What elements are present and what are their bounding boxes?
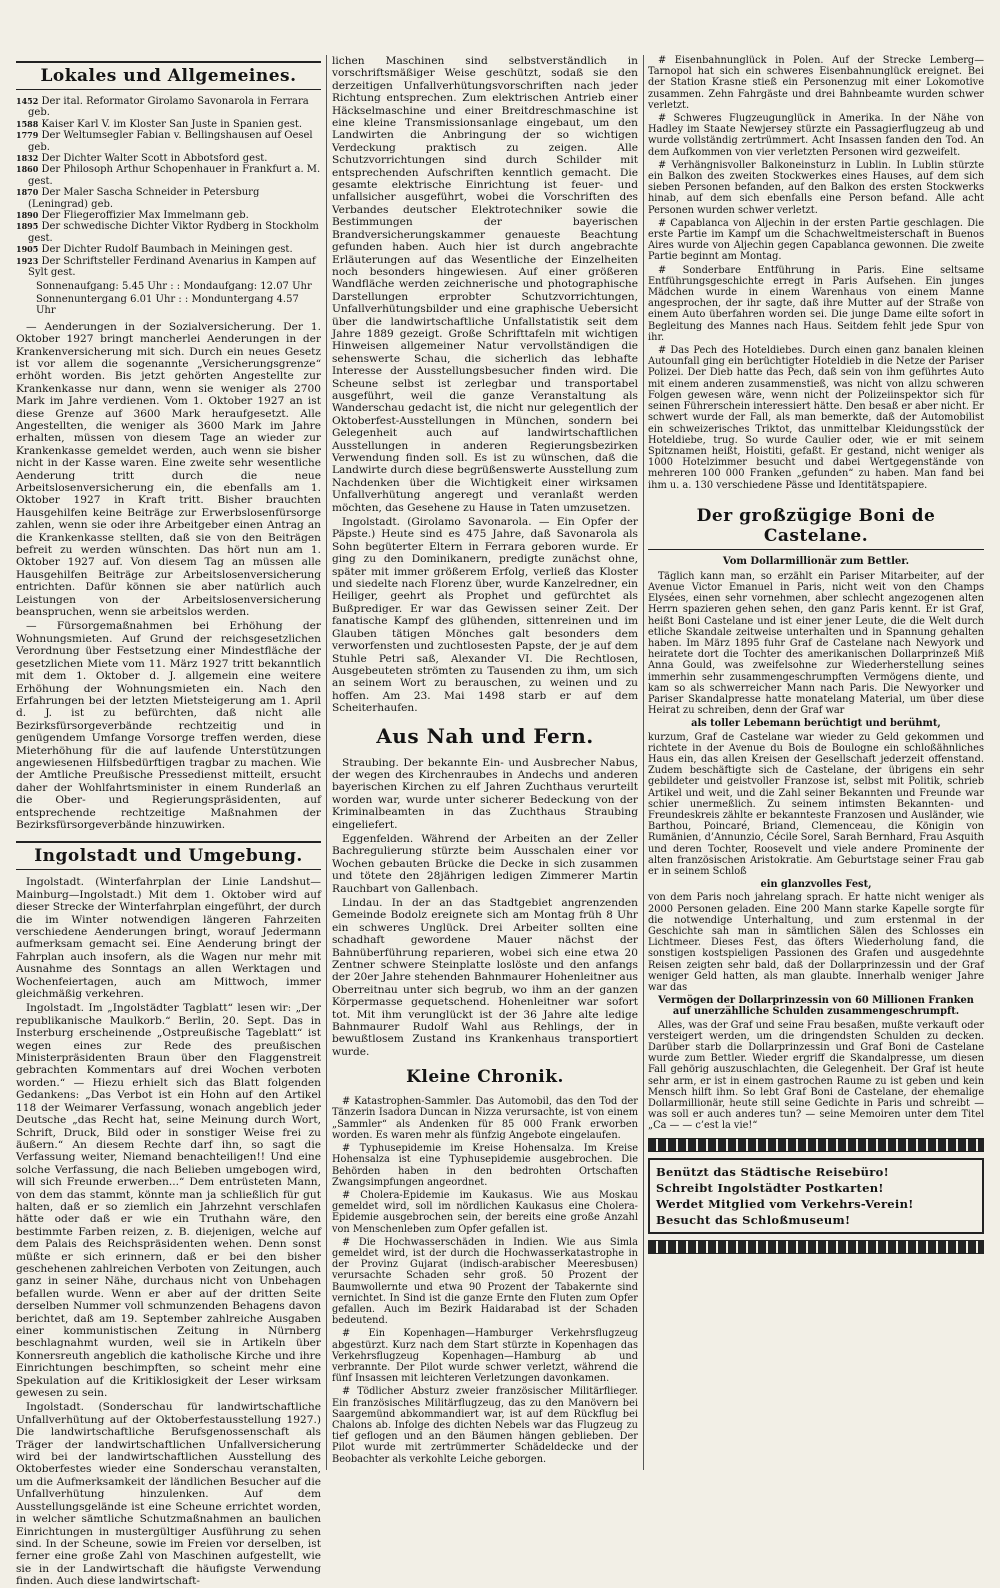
chronicle-item: # Katastrophen-Sammler. Das Automobil, das den Tod der Tänzerin Isadora Duncan in Nizza verursachte, ist von einem „Sammler“ als Andenken für 85 000 Frank erworben worden. Es waren mehr als fünfzig Angebote eingelaufen.: [332, 1096, 638, 1141]
date-entry: 1452 Der ital. Reformator Girolamo Savonarola in Ferrara geb.: [16, 96, 309, 119]
chronicle-item: # Verhängnisvoller Balkoneinsturz in Lublin. In Lublin stürzte ein Balkon des zweiten Stockwerkes eines Hauses, auf dem sich sieben Personen befanden, auf den Balkon des ersten Stockwerks hinab, auf dem sich ebenfalls eine Person befand. Alle acht Personen wurden schwer verletzt.: [648, 159, 984, 216]
article-paragraph: Eggenfelden. Während der Arbeiten an der Zeller Bachregulierung stürzte beim Ausschalen einer vor Wochen gebauten Brücke die Decke in sich zusammen und tötete den 28jährigen ledigen Zimmerer Martin Rauchbart von Gallenbach.: [332, 832, 638, 895]
ornament-border: [648, 1240, 984, 1254]
date-entry: 1832 Der Dichter Walter Scott in Abbotsford gest.: [16, 153, 268, 165]
promo-line: Benützt das Städtische Reisebüro!: [656, 1164, 889, 1179]
article-subheading: als toller Lebemann berüchtigt und berühmt,: [691, 718, 941, 730]
chronicle-item: # Schweres Flugzeugunglück in Amerika. In der Nähe von Hadley im Staate Newjersey stürzte ein Passagierflugzeug ab und wurde vollständig zertrümmert. Acht Insassen fanden den Tod. An dem Aufkommen von vier verletzten Personen wird gezweifelt.: [648, 113, 984, 158]
article-paragraph: Ingolstadt. (Sonderschau für landwirtschaftliche Unfallverhütung auf der Oktoberfestausstellung 1927.) Die landwirtschaftliche Berufsgenossenschaft als Träger der landwirtschaftlichen Unfallversicherung wird bei der landwirtschaftlichen Ausstellung des Oktoberfestes wieder eine Sonderschau veranstalten, um die Aufmerksamkeit der ländlichen Besucher auf die Unfallverhütung hinzulenken. Auf dem Ausstellungsgelände ist eine Scheune errichtet worden, in welcher sämtliche Schutzmaßnahmen an baulichen Einrichtungen in mustergültiger Ausführung zu sehen sind. In der Scheune, sowie im Freien vor derselben, ist ferner eine große Zahl von Maschinen aufgestellt, wie sie in der Landwirtschaft die häufigste Verwendung finden. Auch diese landwirtschaft-: [16, 1401, 321, 1588]
promo-box: [648, 1158, 984, 1234]
article-subtitle: Vom Dollarmillionär zum Bettler.: [722, 555, 910, 567]
date-entry: 1895 Der schwedische Dichter Viktor Rydberg in Stockholm gest.: [16, 221, 319, 244]
date-entry: 1779 Der Weltumsegler Fabian v. Bellingshausen auf Oesel geb.: [16, 130, 313, 153]
sun-times: Sonnenaufgang: 5.45 Uhr : : Mondaufgang: 12.07 Uhr: [36, 280, 312, 292]
chronicle-item: # Tödlicher Absturz zweier französischer Militärflieger. Ein französisches Militärflugzeug, das zu den Manövern bei Saargemünd abkommandiert war, ist auf dem Rückflug bei Chalons ab. Infolge des dichten Nebels war das Flugzeug zu tief geflogen und an den Bäumen hängen geblieben. Der Pilot wurde mit zertrümmerter Schädeldecke und der Beobachter als verkohlte Leiche geborgen.: [332, 1386, 638, 1465]
chronicle-item: # Ein Kopenhagen—Hamburger Verkehrsflugzeug abgestürzt. Kurz nach dem Start stürzte in Kopenhagen das Verkehrsflugzeug Kopenhagen—Hamburg ab und verbrannte. Der Pilot wurde schwer verletzt, während die fünf Insassen mit leichteren Verletzungen davonkamen.: [332, 1328, 638, 1385]
promo-line: Werdet Mitglied vom Verkehrs-Verein!: [656, 1196, 914, 1211]
article-paragraph: lichen Maschinen sind selbstverständlich in vorschriftsmäßiger Weise geschützt, sodaß sie den derzeitigen Unfallverhütungsvorschriften nach jeder Richtung entsprechen. Zum elektrischen Antrieb einer Häckselmaschine und einer Breitdreschmaschine ist eine kleine Transmissionsanlage eingebaut, um den Landwirten die Anbringung der so wichtigen Verdeckung praktisch zu zeigen. Alle Schutzvorrichtungen sind durch Schilder mit entsprechenden Aufschriften kenntlich gemacht. Die gesamte elektrische Einrichtung ist feuer- und unfallsicher ausgeführt, wobei die Vorschriften des Verbandes deutscher Elektrotechniker sowie die Bestimmungen der bayerischen Brandversicherungskammer genaueste Beachtung gefunden haben. Auch hier ist durch angebrachte Erläuterungen auf das Wesentliche der Einzelheiten noch besonders hingewiesen. Auf einer größeren Wandfläche werden zeichnerische und photographische Darstellungen erprobter Schutzvorrichtungen, Unfallverhütungsbilder und eine graphische Uebersicht über die landwirtschaftliche Unfallstatistik seit dem Jahre 1889 gezeigt. Große Schrifttafeln mit wichtigen Hinweisen allgemeiner Natur vervollständigen die sehenswerte Schau, die sicherlich das lebhafte Interesse der Ausstellungsbesucher finden wird. Die Scheune selbst ist zerlegbar und transportabel ausgeführt, weil die ganze Veranstaltung als Wanderschau gedacht ist, die nicht nur gelegentlich der Oktoberfest-Ausstellungen in München, sondern bei Gelegenheit auch auf landwirtschaftlichen Ausstellungen in anderen Regierungsbezirken Verwendung finden soll. Es ist zu wünschen, daß die Landwirte durch diese begrüßenswerte Ausstellung zum Nachdenken über die Wichtigkeit einer wirksamen Unfallverhütung angeregt und veranlaßt werden möchten, das Gesehene zu Hause in Taten umzusetzen.: [332, 55, 638, 514]
article-paragraph: Ingolstadt. (Girolamo Savonarola. — Ein Opfer der Päpste.) Heute sind es 475 Jahre, daß Savonarola als Sohn begüterter Eltern in Ferrara geboren wurde. Er ging zu den Dominikanern, predigte zunächst ohne, später mit immer größerem Erfolg, verließ das Kloster und siedelte nach Florenz über, wurde Kanzelredner, ein Heiliger, geehrt als Prophet und gefürchtet als Bußprediger. Er war das Gewissen seiner Zeit. Der fanatische Kampf des glühenden, sittenreinen und im Glauben tätigen Mönches galt besonders dem verworfensten und zuchtlosesten Papste, der je auf dem Stuhle Petri saß, Alexander VI. Die Rechtlosen, Ausgebeuteten strömten zu Tausenden zu ihm, um sich an seinem Wort zu berauschen, zu weinen und zu hoffen. Am 23. Mai 1498 starb er auf dem Scheiterhaufen.: [332, 516, 638, 715]
sun-times: Sonnenuntergang 6.01 Uhr : : Monduntergang 4.57 Uhr: [36, 293, 299, 317]
section-title-ingolstadt: Ingolstadt und Umgebung.: [16, 841, 321, 870]
chronicle-item: # Eisenbahnunglück in Polen. Auf der Strecke Lemberg—Tarnopol hat sich ein schweres Eisenbahnunglück ereignet. Bei der Station Krasne stieß ein Personenzug mit einer Lokomotive zusammen. Zehn Fahrgäste und drei Bahnbeamte wurden schwer verletzt.: [648, 55, 984, 111]
chronicle-item: # Sonderbare Entführung in Paris. Eine seltsame Entführungsgeschichte erregt in Paris Aufsehen. Ein junges Mädchen wurde in einem Warenhaus von einem Manne angesprochen, der ihr sagte, daß ihre Mutter auf der Straße von einem Auto überfahren worden sei. Die junge Dame eilte sofort in Begleitung des Mannes nach Haus. Seitdem fehlt jede Spur von ihr.: [648, 264, 984, 343]
article-paragraph: Ingolstadt. (Winterfahrplan der Linie Landshut—Mainburg—Ingolstadt.) Mit dem 1. Oktober wird auf dieser Strecke der Winterfahrplan eingeführt, der durch die im Winter notwendigen längeren Fahrzeiten verschiedene Aenderungen bringt, worauf Jedermann aufmerksam gemacht sei. Eine Aenderung bringt der Fahrplan auch insofern, als die Wagen nur mehr mit Ausnahme des Sonntags an allen Werktagen und Wochenfeiertagen, auch am Mittwoch, immer gleichmäßig verkehren.: [16, 876, 321, 1001]
article-paragraph: — Fürsorgemaßnahmen bei Erhöhung der Wohnungsmieten. Auf Grund der reichsgesetzlichen Verordnung über Festsetzung einer Mindestfläche der gesetzlichen Miete vom 11. März 1927 tritt bekanntlich mit dem 1. Oktober d. J. allgemein eine weitere Erhöhung der Wohnungsmieten ein. Nach den Erfahrungen bei der letzten Mietsteigerung am 1. April d. J. ist zu befürchten, daß nicht alle Bezirksfürsorgeverbände rechtzeitig und in genügendem Umfange Vorsorge treffen werden, diese Mieterhöhung für die auf laufende Unterstützungen angewiesenen Hilfsbedürftigen tragbar zu machen. Wie der Amtliche Preußische Pressedienst mitteilt, ersucht daher der Wohlfahrtsminister in einem Runderlaß an die Ober- und Regierungspräsidenten, auf entsprechende rechtzeitige Maßnahmen der Bezirksfürsorgeverbände hinzuwirken.: [16, 620, 321, 831]
chronicle-item: # Cholera-Epidemie im Kaukasus. Wie aus Moskau gemeldet wird, soll im nördlichen Kaukasus eine Cholera-Epidemie ausgebrochen sein, der bereits eine große Anzahl von Menschenleben zum Opfer gefallen ist.: [332, 1189, 638, 1235]
article-paragraph: kurzum, Graf de Castelane war wieder zu Geld gekommen und richtete in der Avenue du Bois de Boulogne ein schloßähnliches Haus ein, das allen Kreisen der Gesellschaft jederzeit offenstand. Zudem beschäftigte sich de Castelane, der übrigens ein sehr gebildeter und geistvoller Franzose ist, selbst mit Politik, schrieb Artikel und weit, und die Zahl seiner Bekannten und Freunde war schier unermeßlich. Zu seinem intimsten Bekannten- und Freundeskreis zählte er bekannteste Franzosen und Ausländer, wie Barthou, Poincaré, Briand, Clemenceau, die Königin von Rumänien, d’Annunzio, Cécile Sorel, Sarah Bernhard, Frau Asquith und deren Tochter, Roosevelt und viele andere Prominente der alten französischen Aristokratie. Am Geburtstage seiner Frau gab er in seinem Schloß: [648, 731, 984, 877]
chronicle-item: # Capablanca von Aljechin in der ersten Partie geschlagen. Die erste Partie im Kampf um die Schachweltmeisterschaft in Buenos Aires wurde von Aljechin gegen Capablanca gewonnen. Die zweite Partie beginnt am Montag.: [648, 217, 984, 263]
section-title-aus-nah-und-fern: Aus Nah und Fern.: [376, 723, 594, 748]
column-1: [16, 55, 321, 1588]
article-paragraph: Ingolstadt. Im „Ingolstädter Tagblatt“ lesen wir: „Der republikanische Maulkorb.“ Berlin, 20. Sept. Das in Insterburg erscheinende „Ostpreußische Tageblatt“ ist wegen eines zur Rede des preußischen Ministerpräsidenten Braun über den Flaggenstreit gebrachten Kommentars auf drei Wochen verboten worden.“ — Hiezu erhielt sich das Blatt folgenden Gedankens: „Das Verbot ist ein Hohn auf den Artikel 118 der Weimarer Verfassung, wonach angeblich jeder Deutsche „das Recht hat, seine Meinung durch Wort, Schrift, Druck, Bild oder in sonstiger Weise frei zu äußern.“ An diesem Rechte darf ihn, so sagt die Verfassung weiter, Niemand benachteiligen!! Und eine solche Verfassung, die nach Belieben umgebogen wird, will sich Freunde erwerben...“ Dem entrüsteten Mann, von dem das stammt, könnte man ja schließlich für gut halten, daß er so ziemlich ein Jahrzehnt verschlafen hätte oder daß er wie ein Truthahn wäre, den bestimmte Farben reizen, z. B. diejenigen, welche auf dem Palais des Reichspräsidenten wehen. Denn sonst müßte er sich erinnern, daß er bei den bisher geschehenen zahlreichen Verboten von Zeitungen, auch ganz in seiner Nähe, durchaus nicht von Unbehagen befallen wurde. Wenn er aber auf der dritten Seite derselben Nummer voll schmunzenden Behagens davon berichtet, daß am 19. September zahlreiche Ausgaben einer kommunistischen Zeitung in Nürnberg beschlagnahmt wurden, weil sie in Artikeln über Konnersreuth angeblich die katholische Kirche und ihre Einrichtungen beschimpften, so scheint mehr eine Spekulation auf die Kritiklosigkeit der Leser wirksam gewesen zu sein.: [16, 1002, 321, 1400]
column-rule: [643, 55, 644, 1470]
section-title-kleine-chronik: Kleine Chronik.: [406, 1067, 564, 1088]
date-entry: 1870 Der Maler Sascha Schneider in Petersburg (Leningrad) geb.: [16, 187, 260, 210]
article-paragraph: Täglich kann man, so erzählt ein Pariser Mitarbeiter, auf der Avenue Victor Emanuel in Paris, nicht weit von den Champs Elysées, einen sehr vornehmen, aber schlecht angezogenen alten Herrn spazieren gehen sehen, den ganz Paris kennt. Er ist Graf, heißt Boni Castelane und ist einer jener Leute, die die Welt durch etliche Skandale zeitweise unterhalten und in Spannung gehalten haben. Im März 1895 fuhr Graf de Castelane nach Newyork und heiratete dort die Tochter des amerikanischen Dollarprinzeß Miß Anna Gould, was zweifelsohne zur Wiederherstellung seines immerhin sehr zusammengeschrumpften Vermögens diente, und kam so als schwerreicher Mann nach Paris. Die Newyorker und Pariser Skandalpresse hatte monatelang Material, um über diese Heirat zu schreiben, denn der Graf war: [648, 570, 984, 717]
article-paragraph: Straubing. Der bekannte Ein- und Ausbrecher Nabus, der wegen des Kirchenraubes in Andechs und anderen bayerischen Kirchen zu elf Jahren Zuchthaus verurteilt worden war, wurde unter sicherer Bedeckung von der Kriminalbeamten in das Zuchthaus Straubing eingeliefert.: [332, 756, 638, 831]
article-subheading: Vermögen der Dollarprinzessin von 60 Millionen Franken auf unerzählliche Schulden zusammengeschrumpft.: [658, 995, 974, 1018]
promo-line: Besucht das Schloßmuseum!: [656, 1212, 851, 1227]
column-rule: [326, 55, 327, 1470]
article-subheading: ein glanzvolles Fest,: [760, 879, 872, 891]
date-entry: 1923 Der Schriftsteller Ferdinand Avenarius in Kampen auf Sylt gest.: [16, 255, 316, 279]
ornament-border: [648, 1138, 984, 1152]
article-paragraph: — Aenderungen in der Sozialversicherung. Der 1. Oktober 1927 bringt mancherlei Aenderungen in der Krankenversicherung mit sich. Durch ein neues Gesetz ist vor allem die sogenannte „Versicherungsgrenze“ erhöht worden. Bis jetzt gehörten Angestellte zur Krankenkasse nur dann, wenn sie weniger als 2700 Mark im Jahre verdienen. Vom 1. Oktober 1927 an ist diese Grenze auf 3600 Mark heraufgesetzt. Alle Angestellten, die weniger als 3600 Mark im Jahre erhalten, müssen von diesem Tage an wieder zur Krankenkasse gemeldet werden, auch wenn sie bisher nicht in der Kasse waren. Eine zweite sehr wesentliche Aenderung tritt durch die neue Arbeitslosenversicherung ein, die ebenfalls am 1. Oktober 1927 in Kraft tritt. Bisher brauchten Hausgehilfen keine Beiträge zur Erwerbslosenfürsorge zahlen, wenn sie oder ihre Arbeitgeber einen Antrag an die Krankenkasse stellten, daß sie von den Beiträgen befreit zu werden wünschten. Das hört nun am 1. Oktober 1927 auf. Von diesem Tag an müssen alle Hausgehilfen Beiträge zur Arbeitslosenversicherung entrichten. Dafür können sie aber natürlich auch Leistungen von der Arbeitslosenversicherung beanspruchen, wenn sie arbeitslos werden.: [16, 320, 321, 619]
promo-line: Schreibt Ingolstädter Postkarten!: [656, 1180, 884, 1195]
date-entry: 1890 Der Fliegeroffizier Max Immelmann geb.: [16, 210, 249, 222]
date-entry: 1588 Kaiser Karl V. im Kloster San Juste in Spanien gest.: [16, 118, 303, 130]
chronicle-item: # Das Pech des Hoteldiebes. Durch einen ganz banalen kleinen Autounfall ging ein berüchtigter Hoteldieb in die Netze der Pariser Polizei. Der Dieb hatte das Pech, daß sein von ihm geführtes Auto mit einem anderen zusammenstieß, was nicht von allzu schweren Folgen gewesen wäre, wenn nicht der Polizeiinspektor sich für seinen Führerschein interessiert hätte. Den besaß er aber nicht. Er schwert wurde der Fall, als man bemerkte, daß der Automobilist ein schweizerisches Triktot, das unmittelbar Kleidungsstück der Hoteldiebe, trug. So wurde Caulier oder, wie er mit seinem Spitznamen heißt, Hoistiti, gefaßt. Er gestand, nicht weniger als 1000 Hotelzimmer besucht und dabei Wertgegenstände von mehreren 100 000 Franken „gefunden“ zu haben. Man fand bei ihm u. a. 130 verschiedene Pässe und Identitätspapiere.: [648, 345, 984, 491]
article-paragraph: Lindau. In der an das Stadtgebiet angrenzenden Gemeinde Bodolz ereignete sich am Montag früh 8 Uhr ein schweres Unglück. Drei Arbeiter sollten eine schadhaft gewordene Mauer nächst der Bahnüberführung reparieren, wobei sich eine etwa 20 Zentner schwere Steinplatte loslöste und den anfangs der 20er Jahre stehenden Bahnmaurer Hohenleitner aus Oberreitnau unter sich begrub, wo ihm an der ganzen Körpermasse gequetschend. Hohenleitner war sofort tot. Mit ihm verunglückt ist der 36 Jahre alte ledige Bahnmaurer Rudolf Wahl aus Rehlings, der in bewußtlosem Zustand ins Krankenhaus transportiert wurde.: [332, 897, 638, 1058]
chronicle-item: # Typhusepidemie im Kreise Hohensalza. Im Kreise Hohensalza ist eine Typhusepidemie ausgebrochen. Die Behörden haben in den bedrohten Ortschaften Zwangsimpfungen angeordnet.: [332, 1143, 638, 1188]
date-entry: 1860 Der Philosoph Arthur Schopenhauer in Frankfurt a. M. gest.: [16, 164, 321, 187]
date-entry: 1905 Der Dichter Rudolf Baumbach in Meiningen gest.: [16, 244, 293, 256]
column-2: [332, 55, 638, 1480]
historical-dates: [16, 96, 321, 279]
article-paragraph: von dem Paris noch jahrelang sprach. Er hatte nicht weniger als 2000 Personen geladen. Eine 200 Mann starke Kapelle sorgte für die notwendige Unterhaltung, und zum erstenmal in der Geschichte sah man in sämtlichen Sälen des Schlosses ein Lichtmeer. Dieses Fest, das öfters Wiederholung fand, die sonstigen kostspieligen Passionen des Grafen und ausgedehnte Reisen zeigten sehr bald, daß der Dollarprinzessin und der Graf weniger Geld hatten, als man glaubte. Innerhalb weniger Jahre war das: [648, 892, 984, 994]
chronicle-item: # Die Hochwasserschäden in Indien. Wie aus Simla gemeldet wird, ist der durch die Hochwasserkatastrophe in der Provinz Gujarat (indisch-arabischer Meeresbusen) verursachte Schaden sehr groß. 50 Prozent der Baumwollernte und etwa 90 Prozent der Tabakernte sind vernichtet. In Sind ist die ganze Ernte den Fluten zum Opfer gefallen. Auch im Bezirk Haidarabad ist der Schaden bedeutend.: [332, 1236, 638, 1327]
article-paragraph: Alles, was der Graf und seine Frau besaßen, mußte verkauft oder versteigert werden, um die dringendsten Schulden zu decken. Darüber starb die Dollarprinzessin und Graf Boni de Castelane wurde zum Bettler. Wieder ergriff die Skandalpresse, um diesen Fall gehörig auszuschlachten, die Gelegenheit. Der Graf ist heute sehr arm, er ist in einem gastrochen Raume zu ist geben und kein Mensch hilft ihm. So lebt Graf Boni de Castelane, der ehemalige Dollarmillionär, heute still seine Gedichte in Paris und schreibt — was soll er auch anderes tun? — seine Memoiren unter dem Titel „Ca — — c’est la vie!“: [648, 1019, 984, 1132]
section-title-lokales: Lokales und Allgemeines.: [16, 61, 321, 90]
section-title-castelane: Der großzügige Boni de Castelane.: [648, 503, 984, 550]
column-3: [648, 55, 984, 1480]
